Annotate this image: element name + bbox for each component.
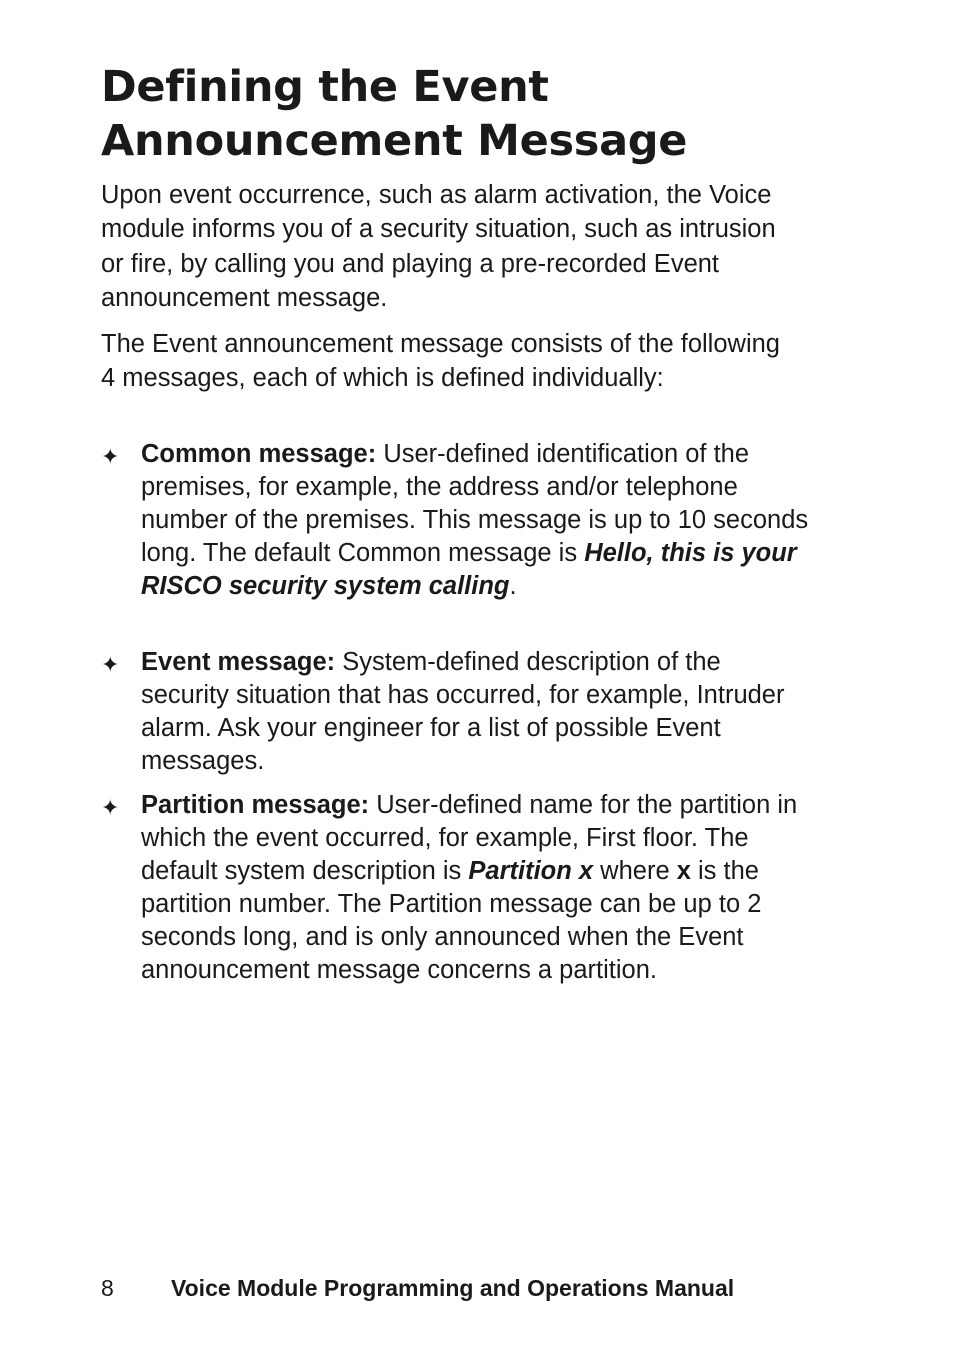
variable-text: x	[676, 857, 691, 885]
list-item-text	[141, 789, 811, 987]
list-item-text	[141, 438, 811, 603]
description-text: .	[509, 572, 517, 600]
list-item-text	[141, 646, 811, 778]
description-text: where	[593, 857, 677, 885]
four-point-star-icon: ✦	[101, 444, 120, 469]
description-text: User-defined identification of the premises, for example, the address and/or telephone number of the premises. This message is up to 10 seconds long. The default Common message is	[141, 440, 809, 567]
title-line-2: Announcement Message	[101, 116, 688, 166]
title-line-1: Defining the Event	[101, 62, 549, 112]
term-label: Event message:	[141, 648, 336, 676]
intro-paragraph: Upon event occurrence, such as alarm activation, the Voice module informs you of a security situation, such as intrusion or fire, by calling you and playing a pre-recorded Event announcement message.	[101, 181, 776, 312]
description-text: is the partition number. The Partition message can be up to 2 seconds long, and is only announced when the Event announcement message concerns a partition.	[141, 857, 762, 984]
term-label: Partition message:	[141, 791, 370, 819]
emphasis-text: Hello, this is your RISCO security system calling	[141, 539, 797, 600]
four-point-star-icon: ✦	[101, 795, 120, 820]
four-point-star-icon: ✦	[101, 652, 120, 677]
page-number: 8	[101, 1275, 114, 1301]
description-text: System-defined description of the security situation that has occurred, for example, Intruder alarm. Ask your engineer for a list of possible Event messages.	[141, 648, 785, 775]
page-title	[101, 60, 821, 168]
manual-title: Voice Module Programming and Operations Manual	[171, 1275, 735, 1301]
messages-paragraph: The Event announcement message consists of the following 4 messages, each of which is defined individually:	[101, 330, 780, 393]
term-label: Common message:	[141, 440, 377, 468]
emphasis-text: Partition x	[468, 857, 594, 885]
description-text: User-defined name for the partition in which the event occurred, for example, First floor. The default system description is	[141, 791, 798, 885]
